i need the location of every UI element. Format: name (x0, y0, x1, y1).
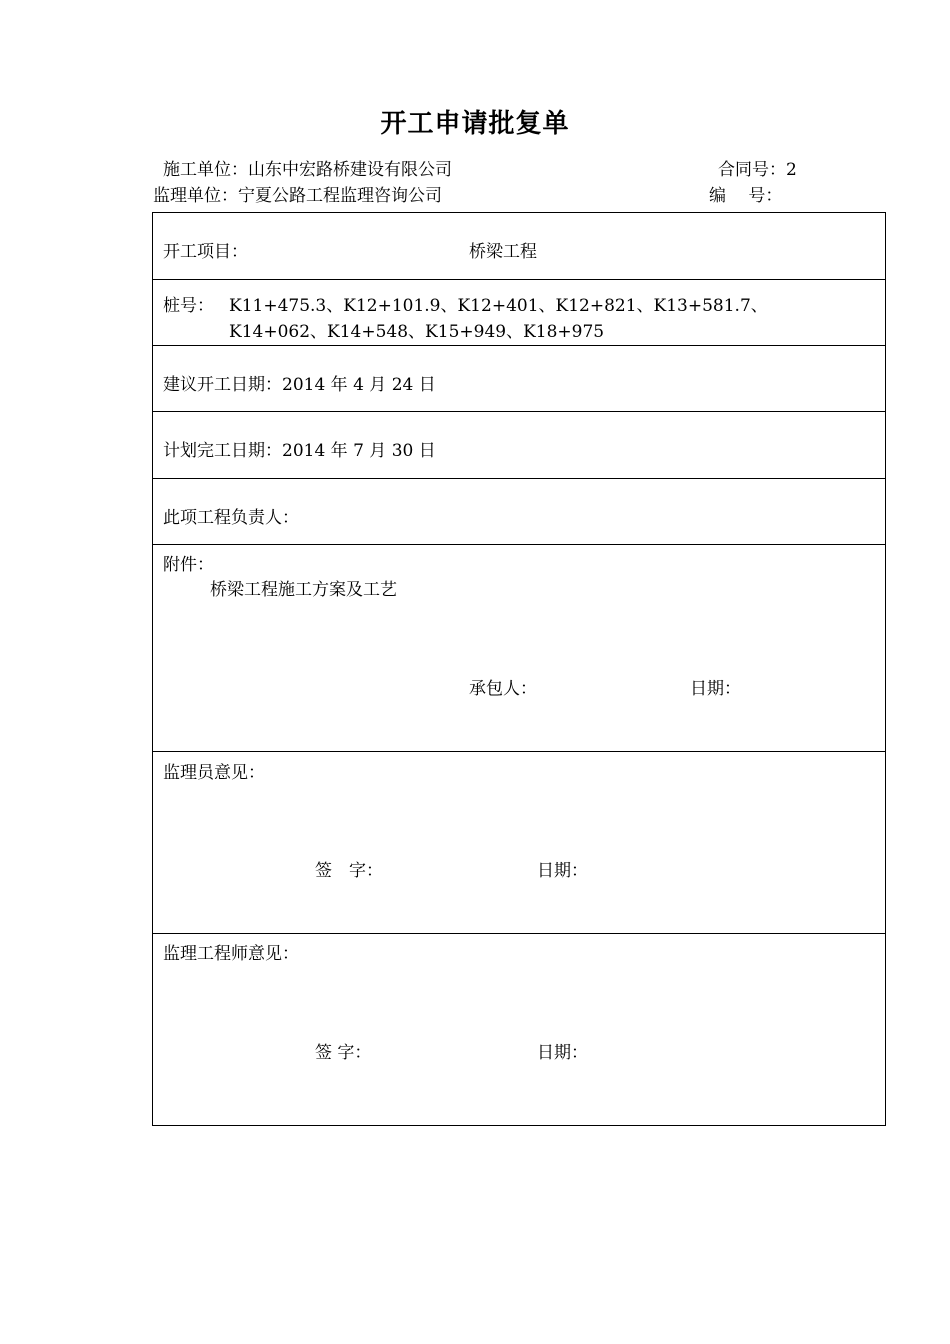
responsible-label: 此项工程负责人： (163, 508, 299, 528)
engineer-sign-label: 签 字： (315, 1043, 372, 1063)
inspector-date-label: 日期： (537, 861, 588, 881)
start-date: 建议开工日期：2014 年 4 月 24 日 (163, 375, 436, 395)
responsible-row (153, 479, 885, 545)
contractor-sign-label: 承包人： (469, 679, 537, 699)
inspector-opinion-label: 监理员意见： (163, 763, 265, 783)
project-label: 开工项目： (163, 242, 248, 262)
project-row (153, 213, 885, 280)
attachment-value: 桥梁工程施工方案及工艺 (210, 580, 397, 600)
stake-label: 桩号： (163, 296, 214, 316)
attachment-row (153, 545, 885, 752)
contractor-date-label: 日期： (690, 679, 741, 699)
serial-number: 编 号： (709, 186, 783, 206)
attachment-label: 附件： (163, 555, 214, 575)
stake-line-1: K11+475.3、K12+101.9、K12+401、K12+821、K13+581.7、 (229, 296, 768, 316)
engineer-date-label: 日期： (537, 1043, 588, 1063)
end-date: 计划完工日期：2014 年 7 月 30 日 (163, 441, 436, 461)
approval-form-table (152, 212, 886, 1126)
contract-number: 合同号：2 (718, 160, 797, 180)
contractor-unit: 施工单位：山东中宏路桥建设有限公司 (163, 160, 452, 180)
end-date-row (153, 412, 885, 479)
project-value: 桥梁工程 (469, 242, 537, 262)
stake-line-2: K14+062、K14+548、K15+949、K18+975 (229, 322, 605, 342)
engineer-row (153, 934, 885, 1125)
inspector-sign-label: 签 字： (315, 861, 383, 881)
page-title: 开工申请批复单 (380, 109, 570, 139)
supervisor-unit: 监理单位：宁夏公路工程监理咨询公司 (153, 186, 442, 206)
stake-row (153, 280, 885, 346)
engineer-opinion-label: 监理工程师意见： (163, 944, 299, 964)
inspector-row (153, 752, 885, 934)
start-date-row (153, 346, 885, 412)
